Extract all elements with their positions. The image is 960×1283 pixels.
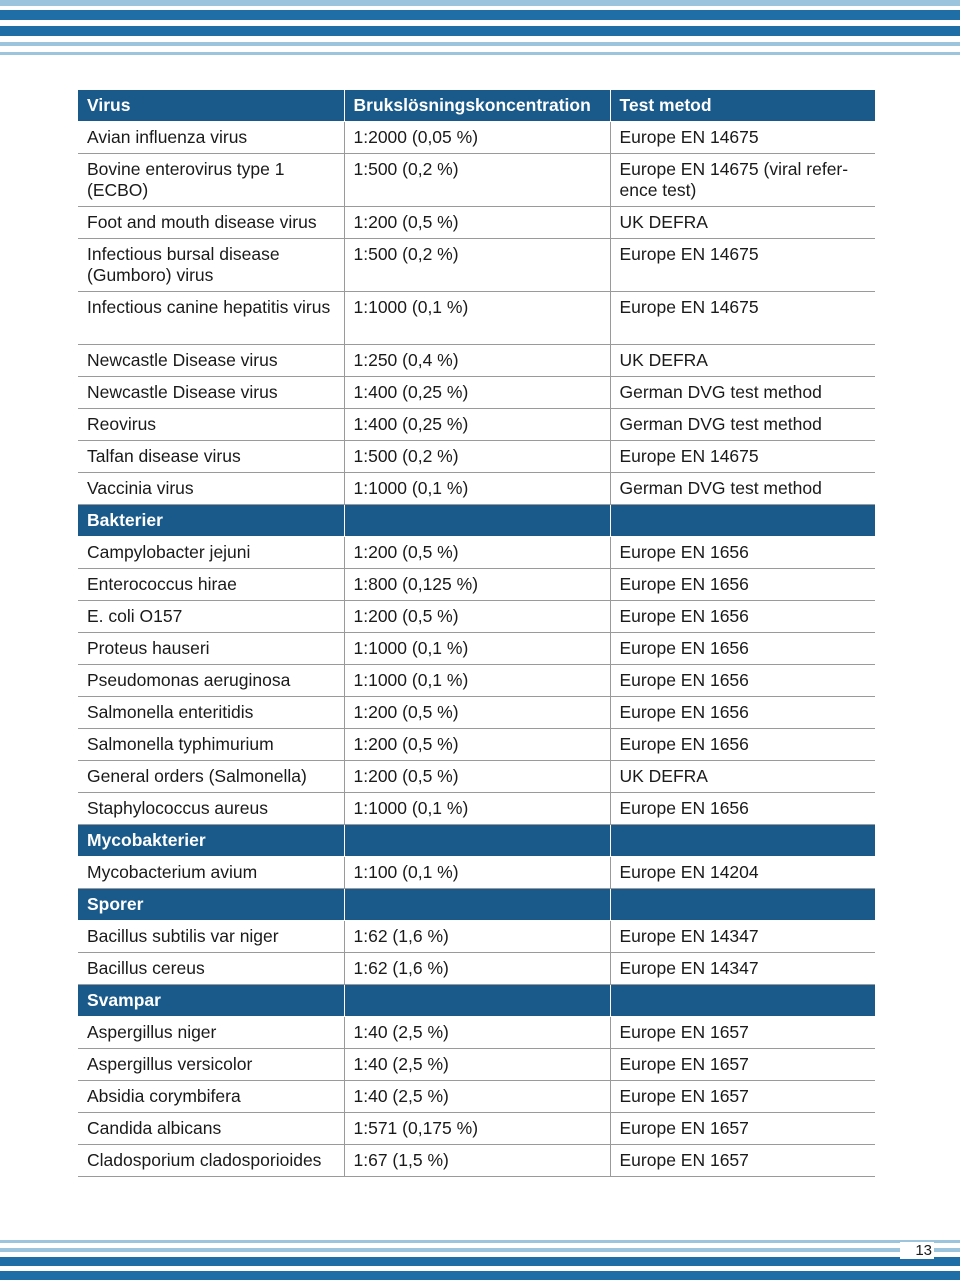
- cell-concentration: 1:571 (0,175 %): [344, 1113, 610, 1145]
- cell-test-method: Europe EN 1657: [610, 1145, 875, 1177]
- cell-organism: Salmonella typhimurium: [78, 729, 344, 761]
- table-row: [78, 921, 875, 953]
- table-row: [78, 409, 875, 441]
- cell-organism: E. coli O157: [78, 601, 344, 633]
- table-row: [78, 239, 875, 292]
- cell-concentration: 1:500 (0,2 %): [344, 154, 610, 207]
- cell-test-method: Europe EN 1656: [610, 697, 875, 729]
- table-row: [78, 122, 875, 154]
- cell-concentration: 1:200 (0,5 %): [344, 537, 610, 569]
- cell-concentration: 1:1000 (0,1 %): [344, 665, 610, 697]
- cell-test-method: German DVG test method: [610, 377, 875, 409]
- header-virus: Virus: [78, 90, 344, 122]
- cell-organism: Avian influenza virus: [78, 122, 344, 154]
- cell-organism: Bacillus subtilis var niger: [78, 921, 344, 953]
- table-row: [78, 207, 875, 239]
- cell-organism: Talfan disease virus: [78, 441, 344, 473]
- cell-organism: Infectious bursal disease (Gumboro) virus: [78, 239, 344, 292]
- cell-organism: Reovirus: [78, 409, 344, 441]
- table-row: [78, 953, 875, 985]
- cell-concentration: [344, 505, 610, 537]
- cell-organism: Proteus hauseri: [78, 633, 344, 665]
- cell-organism: Mycobacterium avium: [78, 857, 344, 889]
- cell-concentration: 1:1000 (0,1 %): [344, 793, 610, 825]
- cell-concentration: 1:400 (0,25 %): [344, 409, 610, 441]
- cell-test-method: Europe EN 14347: [610, 953, 875, 985]
- table-row: [78, 857, 875, 889]
- cell-test-method: Europe EN 14347: [610, 921, 875, 953]
- cell-concentration: 1:200 (0,5 %): [344, 207, 610, 239]
- table-row: [78, 1113, 875, 1145]
- section-header-row: [78, 505, 875, 537]
- cell-test-method: Europe EN 1657: [610, 1113, 875, 1145]
- cell-organism: Newcastle Disease virus: [78, 377, 344, 409]
- cell-test-method: Europe EN 1656: [610, 537, 875, 569]
- cell-test-method: Europe EN 14675: [610, 441, 875, 473]
- cell-concentration: [344, 825, 610, 857]
- cell-test-method: [610, 985, 875, 1017]
- cell-test-method: Europe EN 14675: [610, 239, 875, 292]
- header-concentration: Brukslösningskoncentration: [344, 90, 610, 122]
- cell-test-method: Europe EN 1656: [610, 569, 875, 601]
- cell-concentration: 1:200 (0,5 %): [344, 761, 610, 793]
- cell-organism: Candida albicans: [78, 1113, 344, 1145]
- cell-concentration: 1:62 (1,6 %): [344, 953, 610, 985]
- table-row: [78, 154, 875, 207]
- cell-concentration: 1:400 (0,25 %): [344, 377, 610, 409]
- table-row: [78, 697, 875, 729]
- cell-concentration: 1:62 (1,6 %): [344, 921, 610, 953]
- cell-test-method: Europe EN 1656: [610, 665, 875, 697]
- cell-concentration: 1:500 (0,2 %): [344, 441, 610, 473]
- cell-test-method: German DVG test method: [610, 473, 875, 505]
- section-header-row: [78, 889, 875, 921]
- cell-test-method: [610, 505, 875, 537]
- cell-concentration: 1:800 (0,125 %): [344, 569, 610, 601]
- table-row: [78, 729, 875, 761]
- section-title: Svampar: [78, 985, 344, 1017]
- cell-concentration: 1:1000 (0,1 %): [344, 292, 610, 345]
- cell-organism: Vaccinia virus: [78, 473, 344, 505]
- section-title: Mycobakterier: [78, 825, 344, 857]
- cell-organism: Aspergillus niger: [78, 1017, 344, 1049]
- cell-test-method: Europe EN 1656: [610, 793, 875, 825]
- cell-test-method: Europe EN 1656: [610, 633, 875, 665]
- cell-test-method: [610, 825, 875, 857]
- cell-organism: Staphylococcus aureus: [78, 793, 344, 825]
- section-title: Sporer: [78, 889, 344, 921]
- cell-test-method: Europe EN 1656: [610, 729, 875, 761]
- cell-organism: Newcastle Disease virus: [78, 345, 344, 377]
- table-row: [78, 345, 875, 377]
- cell-test-method: Europe EN 1657: [610, 1081, 875, 1113]
- table-row: [78, 601, 875, 633]
- table-row: [78, 1017, 875, 1049]
- cell-test-method: Europe EN 1656: [610, 601, 875, 633]
- cell-concentration: 1:200 (0,5 %): [344, 697, 610, 729]
- cell-concentration: 1:100 (0,1 %): [344, 857, 610, 889]
- cell-concentration: 1:2000 (0,05 %): [344, 122, 610, 154]
- cell-organism: Salmonella enteritidis: [78, 697, 344, 729]
- cell-concentration: [344, 889, 610, 921]
- table-row: [78, 377, 875, 409]
- cell-test-method: [610, 889, 875, 921]
- cell-test-method: UK DEFRA: [610, 345, 875, 377]
- table-row: [78, 633, 875, 665]
- cell-organism: Bacillus cereus: [78, 953, 344, 985]
- cell-organism: Absidia corymbifera: [78, 1081, 344, 1113]
- cell-test-method: Europe EN 14675: [610, 292, 875, 345]
- cell-concentration: 1:67 (1,5 %): [344, 1145, 610, 1177]
- cell-concentration: 1:500 (0,2 %): [344, 239, 610, 292]
- top-decorative-stripes: [0, 0, 960, 55]
- table-row: [78, 569, 875, 601]
- cell-concentration: 1:40 (2,5 %): [344, 1017, 610, 1049]
- disinfection-efficacy-table: [78, 90, 875, 1177]
- cell-concentration: 1:200 (0,5 %): [344, 729, 610, 761]
- page-number: 13: [900, 1242, 934, 1259]
- cell-organism: Foot and mouth disease virus: [78, 207, 344, 239]
- cell-concentration: 1:40 (2,5 %): [344, 1049, 610, 1081]
- table-row: [78, 292, 875, 345]
- cell-organism: Campylobacter jejuni: [78, 537, 344, 569]
- table-row: [78, 537, 875, 569]
- cell-organism: Infectious canine hepatitis virus: [78, 292, 344, 345]
- cell-test-method: Europe EN 14675 (viral refer-ence test): [610, 154, 875, 207]
- cell-test-method: German DVG test method: [610, 409, 875, 441]
- cell-organism: General orders (Salmonella): [78, 761, 344, 793]
- table-row: [78, 1145, 875, 1177]
- table-row: [78, 1049, 875, 1081]
- cell-organism: Pseudomonas aeruginosa: [78, 665, 344, 697]
- table-row: [78, 793, 875, 825]
- cell-concentration: 1:1000 (0,1 %): [344, 473, 610, 505]
- cell-organism: Enterococcus hirae: [78, 569, 344, 601]
- cell-concentration: 1:1000 (0,1 %): [344, 633, 610, 665]
- table-row: [78, 761, 875, 793]
- table-row: [78, 473, 875, 505]
- cell-test-method: UK DEFRA: [610, 207, 875, 239]
- table-row: [78, 665, 875, 697]
- header-test-method: Test metod: [610, 90, 875, 122]
- cell-test-method: UK DEFRA: [610, 761, 875, 793]
- section-header-row: [78, 825, 875, 857]
- cell-concentration: 1:40 (2,5 %): [344, 1081, 610, 1113]
- cell-organism: Aspergillus versicolor: [78, 1049, 344, 1081]
- cell-organism: Cladosporium cladosporioides: [78, 1145, 344, 1177]
- cell-test-method: Europe EN 1657: [610, 1049, 875, 1081]
- cell-organism: Bovine enterovirus type 1 (ECBO): [78, 154, 344, 207]
- table-row: [78, 441, 875, 473]
- cell-test-method: Europe EN 14675: [610, 122, 875, 154]
- cell-concentration: 1:250 (0,4 %): [344, 345, 610, 377]
- table-header-row: [78, 90, 875, 122]
- bottom-decorative-stripes: [0, 1240, 960, 1283]
- cell-test-method: Europe EN 1657: [610, 1017, 875, 1049]
- table-row: [78, 1081, 875, 1113]
- cell-test-method: Europe EN 14204: [610, 857, 875, 889]
- section-title: Bakterier: [78, 505, 344, 537]
- cell-concentration: 1:200 (0,5 %): [344, 601, 610, 633]
- cell-concentration: [344, 985, 610, 1017]
- section-header-row: [78, 985, 875, 1017]
